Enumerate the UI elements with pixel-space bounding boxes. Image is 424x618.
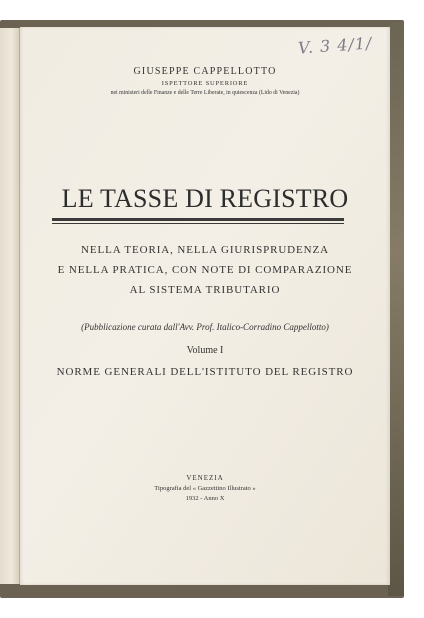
- imprint-printer: Tipografia del « Gazzettino Illustrato »: [154, 485, 256, 492]
- book-title: LE TASSE DI REGISTRO: [61, 184, 349, 213]
- pencil-annotation: V. 3 4/1/: [297, 33, 373, 58]
- subtitle-line-2: E NELLA PRATICA, CON NOTE DI COMPARAZIONE: [57, 264, 353, 276]
- title-rule-thin: [52, 223, 344, 224]
- author-role: ISPETTORE SUPERIORE: [161, 80, 249, 87]
- volume-label: Volume I: [186, 345, 224, 356]
- subtitle-line-3: AL SISTEMA TRIBUTARIO: [129, 284, 281, 296]
- subtitle-line-1: NELLA TEORIA, NELLA GIURISPRUDENZA: [81, 244, 329, 256]
- author-note: nei ministeri delle Finanze e delle Terre Liberate, in quiescenza (Lido di Venezia): [110, 90, 300, 96]
- volume-title: NORME GENERALI DELL'ISTITUTO DEL REGISTRO: [56, 366, 354, 378]
- author-name: GIUSEPPE CAPPELLOTTO: [133, 66, 277, 77]
- left-page-edge: [0, 28, 20, 584]
- imprint-place: VENEZIA: [186, 474, 224, 482]
- editor-note: (Pubblicazione curata dall'Avv. Prof. Italico-Corradino Cappellotto): [81, 322, 329, 332]
- imprint-year: 1932 - Anno X: [185, 495, 225, 502]
- title-rule-thick: [52, 218, 344, 221]
- cover-edge-right: [388, 22, 404, 596]
